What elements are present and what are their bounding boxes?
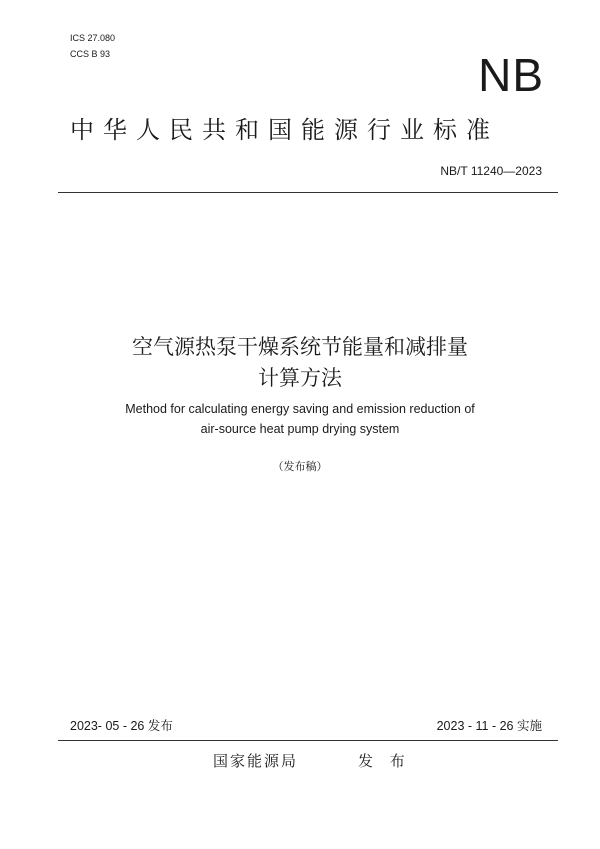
standard-category-title: 中华人民共和国能源行业标准: [70, 116, 499, 144]
title-zh-line-2: 计算方法: [258, 366, 342, 390]
ccs-code: CCS B 93: [70, 49, 111, 59]
nb-logo: NB: [478, 49, 544, 101]
title-en-line-2: air-source heat pump drying system: [200, 422, 400, 436]
draft-label: （发布稿）: [272, 460, 328, 473]
issuer-name: 国家能源局: [213, 752, 299, 770]
issue-date: 2023- 05 - 26 发布: [70, 719, 173, 733]
title-en-line-1: Method for calculating energy saving and emission reduction of: [125, 402, 475, 416]
title-zh-line-1: 空气源热泵干燥系统节能量和减排量: [132, 335, 468, 359]
issue-word: 发 布: [358, 752, 411, 770]
ics-code: ICS 27.080: [70, 33, 116, 43]
standard-number: NB/T 11240—2023: [440, 164, 542, 178]
implementation-date: 2023 - 11 - 26 实施: [436, 719, 542, 733]
bottom-divider: [58, 740, 558, 741]
top-divider: [58, 192, 558, 193]
